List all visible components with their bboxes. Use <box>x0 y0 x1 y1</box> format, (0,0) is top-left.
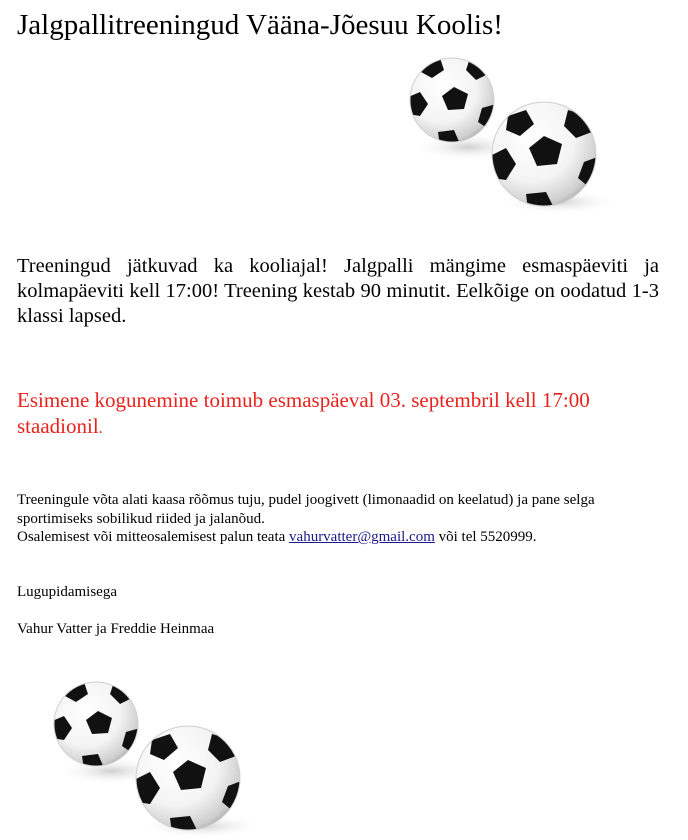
details-line-1: Treeningule võta alati kaasa rõõmus tuju, pudel joogivett (limonaadid on keelatud) ja pane selga sportimiseks sobilikud riided ja jalanõud. <box>17 492 595 527</box>
page-title: Jalgpallitreeningud Vääna-Jõesuu Koolis! <box>17 9 503 41</box>
intro-paragraph: Treeningud jätkuvad ka kooliajal! Jalgpalli mängime esmaspäeviti ja kolmapäeviti kell 17:00! Treening kestab 90 minutit. Eelkõige on oodatud 1-3 klassi lapsed. <box>17 255 659 327</box>
first-meeting-notice <box>17 387 657 442</box>
signature: Vahur Vatter ja Freddie Heinmaa <box>17 621 215 637</box>
soccer-balls-image <box>408 52 616 216</box>
soccer-balls-image-bottom <box>52 676 260 840</box>
closing-text: Lugupidamisega <box>17 584 117 600</box>
email-link[interactable]: vahurvatter@gmail.com <box>289 529 435 545</box>
details-line-2-after: või tel 5520999. <box>434 529 537 545</box>
notice-text: Esimene kogunemine toimub esmaspäeval 03. septembril kell 17:00 staadionil <box>17 388 590 438</box>
notice-period: . <box>98 420 103 437</box>
details-paragraph <box>17 491 667 547</box>
details-line-2-before: Osalemisest või mitteosalemisest palun teata <box>17 529 290 545</box>
